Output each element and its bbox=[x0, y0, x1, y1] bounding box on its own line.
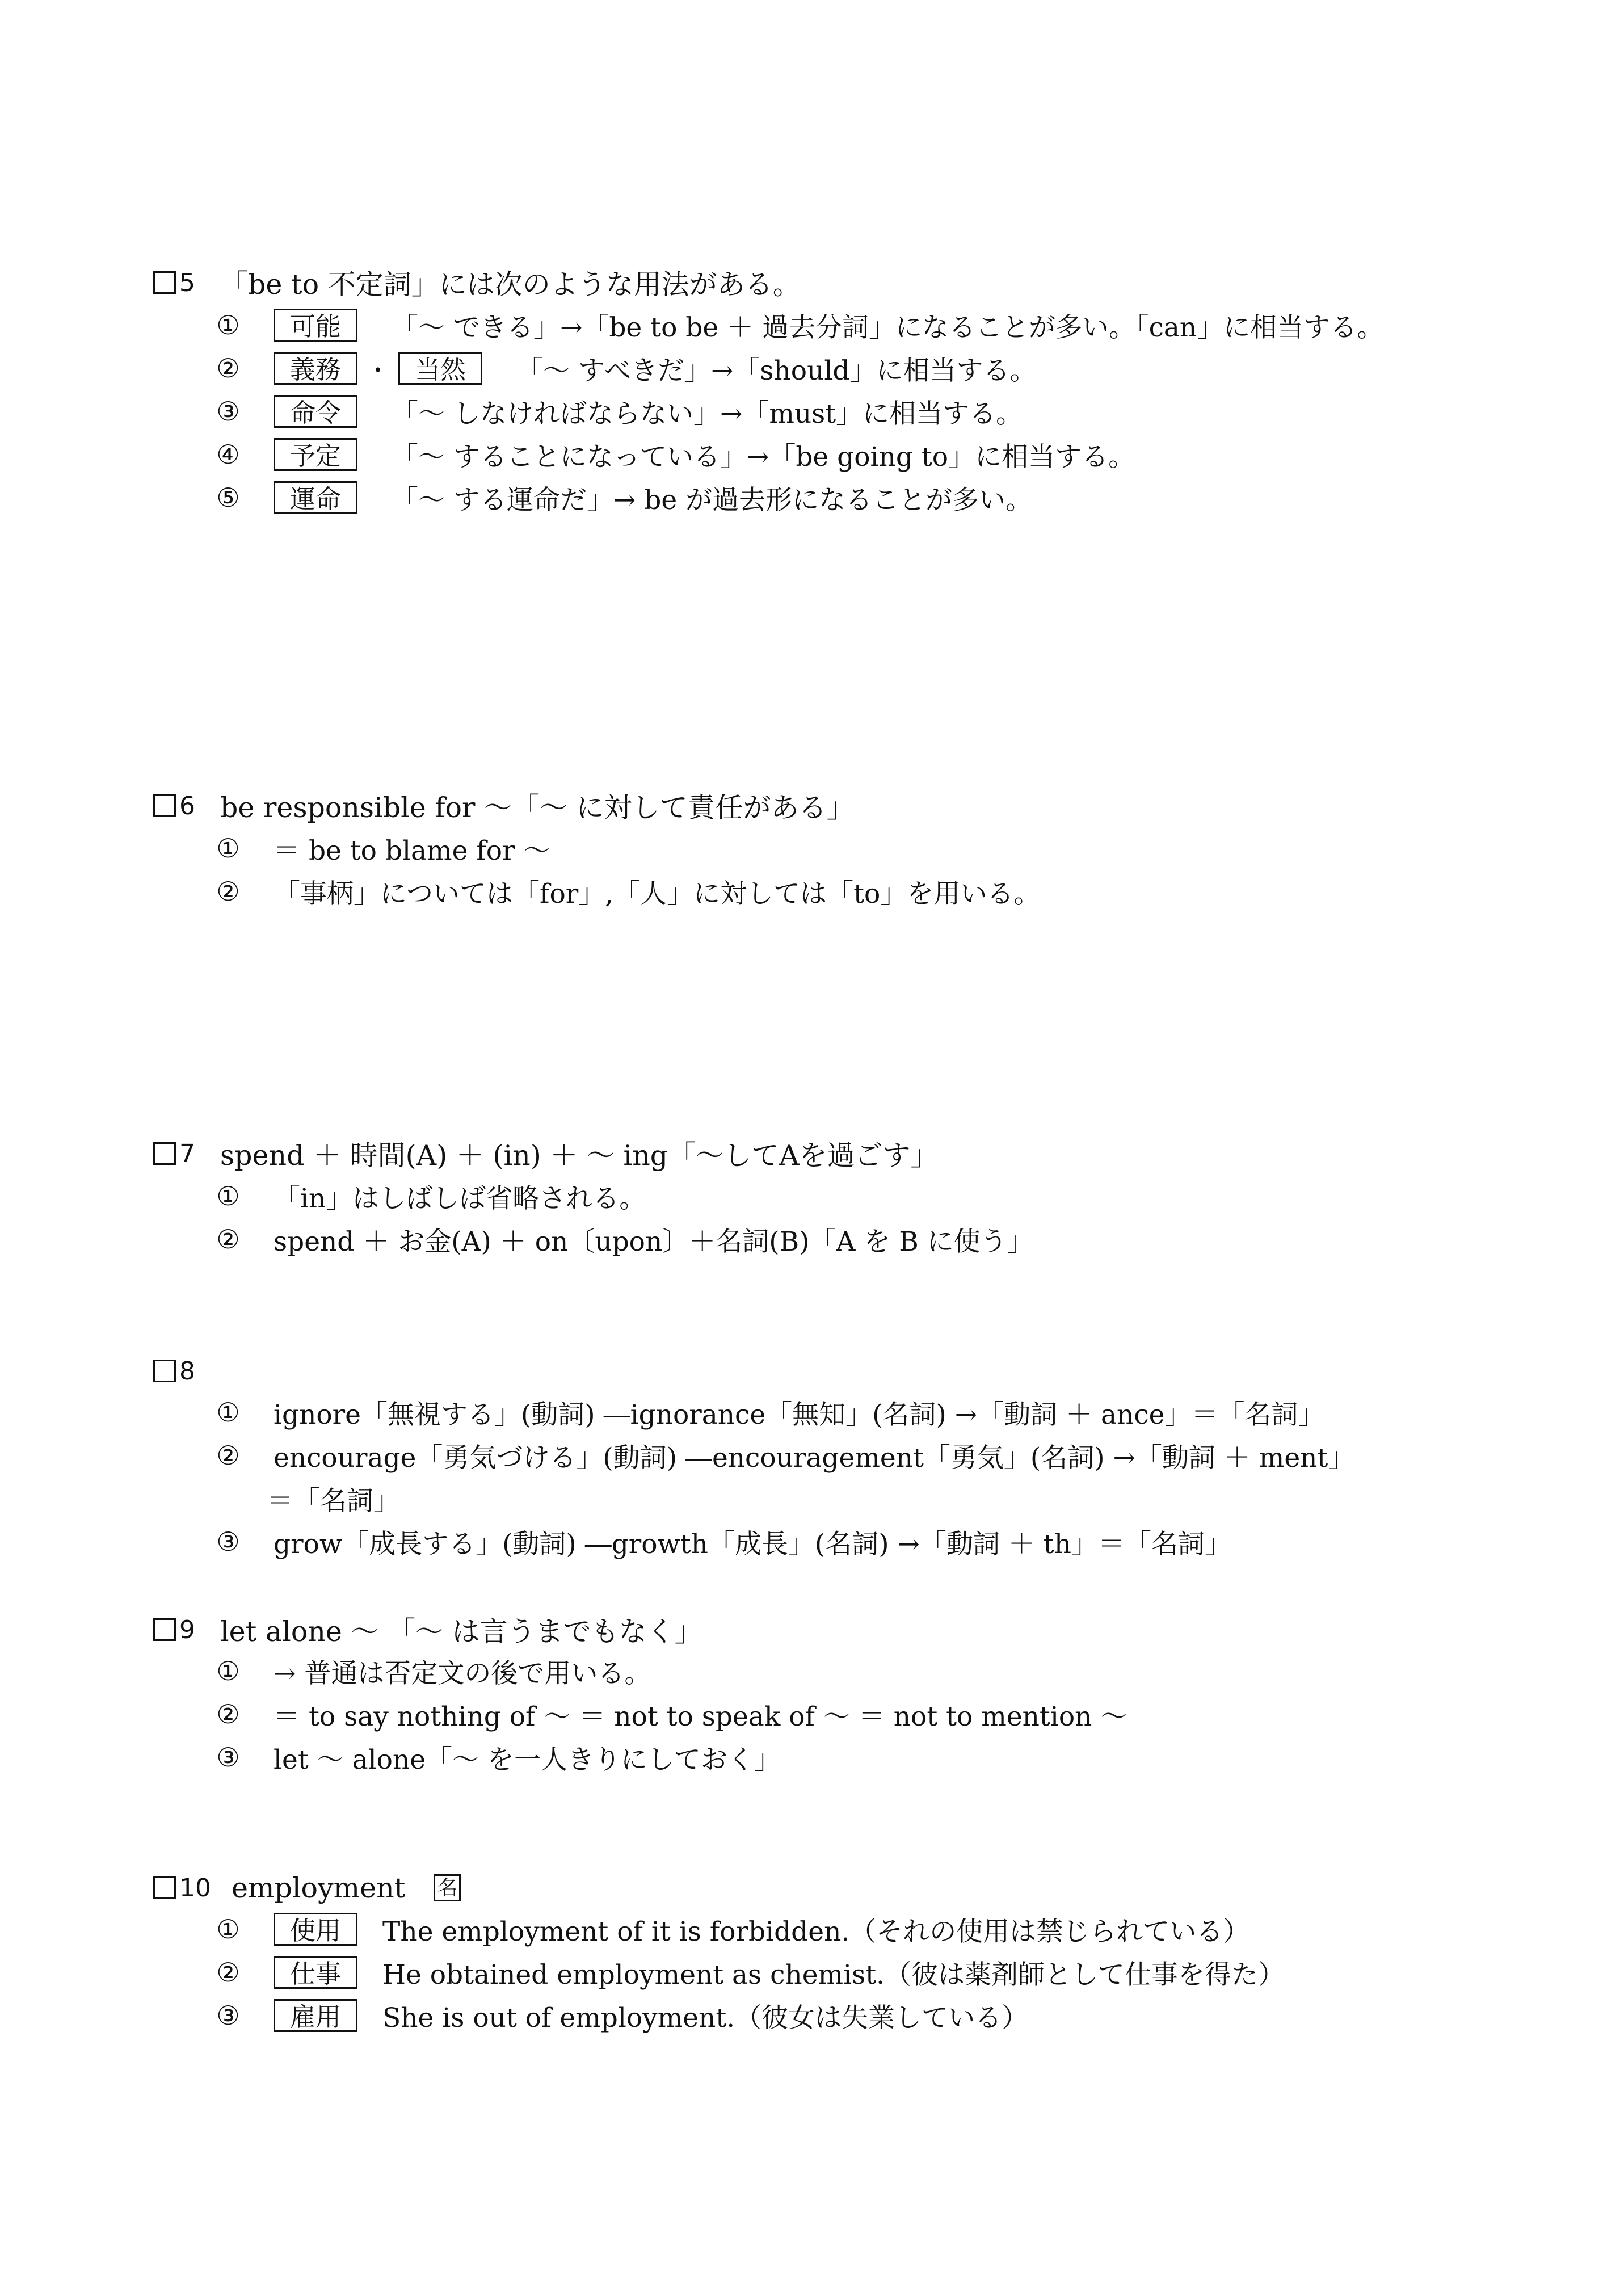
item-marker: ④ bbox=[216, 439, 240, 470]
meaning-label-box: 仕事 bbox=[274, 1956, 357, 1989]
question-number: 7 bbox=[179, 1139, 195, 1168]
list-item bbox=[211, 870, 1040, 912]
question-title: employment bbox=[232, 1871, 406, 1904]
checkbox-icon[interactable] bbox=[153, 794, 176, 817]
question-number: 5 bbox=[179, 268, 195, 297]
item-text: 「～ できる」→「be to be ＋ 過去分詞」になることが多い。「can」に相当する。 bbox=[392, 312, 1384, 343]
list-item bbox=[211, 1391, 1324, 1433]
item-marker: ② bbox=[216, 1440, 240, 1471]
item-marker: ① bbox=[216, 1181, 240, 1211]
meaning-label-box: 使用 bbox=[274, 1913, 357, 1946]
item-text: 「～ することになっている」→「be going to」に相当する。 bbox=[392, 441, 1135, 473]
list-item bbox=[211, 390, 1023, 432]
checkbox-icon[interactable] bbox=[153, 1142, 176, 1165]
list-item bbox=[211, 1218, 1034, 1260]
separator-dot: ・ bbox=[365, 356, 391, 385]
item-text: 「～ すべきだ」→「should」に相当する。 bbox=[516, 355, 1037, 386]
question-title: let alone ～ 「～ は言うまでもなく」 bbox=[220, 1615, 702, 1648]
list-item bbox=[211, 1650, 651, 1692]
item-text: He obtained employment as chemist.（彼は薬剤師として仕事を得た） bbox=[382, 1959, 1285, 1991]
list-item bbox=[211, 827, 550, 869]
part-of-speech-badge: 名 bbox=[434, 1874, 461, 1901]
list-item bbox=[211, 434, 1135, 476]
question-5-heading bbox=[153, 260, 801, 305]
usage-label-box: 予定 bbox=[274, 438, 357, 471]
question-number: 6 bbox=[179, 791, 195, 820]
list-item bbox=[211, 1434, 1354, 1476]
item-text: 「～ する運命だ」→ be が過去形になることが多い。 bbox=[392, 484, 1033, 516]
list-item bbox=[211, 1693, 1127, 1735]
item-marker: ② bbox=[216, 876, 240, 907]
item-text: ＝ to say nothing of ～ ＝ not to speak of ～ ＝ not to mention ～ bbox=[274, 1701, 1127, 1732]
item-marker: ② bbox=[216, 353, 240, 384]
item-text: spend ＋ お金(A) ＋ on〔upon〕＋名詞(B)「A を B に使う」 bbox=[274, 1226, 1034, 1257]
item-text: 「in」はしばしば省略される。 bbox=[274, 1183, 646, 1214]
meaning-label-box: 雇用 bbox=[274, 1999, 357, 2032]
list-item bbox=[211, 477, 1032, 519]
usage-label-box: 命令 bbox=[274, 395, 357, 428]
question-9-heading bbox=[153, 1607, 702, 1652]
item-text: ignore「無視する」(動詞) ―ignorance「無知」(名詞) →「動詞 ＋ ance」＝「名詞」 bbox=[274, 1399, 1325, 1430]
question-10-heading bbox=[153, 1865, 461, 1911]
question-number: 10 bbox=[179, 1873, 211, 1903]
item-marker: ① bbox=[216, 310, 240, 340]
item-text: The employment of it is forbidden.（それの使用は禁じられている） bbox=[382, 1916, 1250, 1947]
question-title: spend ＋ 時間(A) ＋ (in) ＋ ～ ing「～してAを過ごす」 bbox=[220, 1139, 939, 1172]
usage-label-box: 当然 bbox=[398, 352, 482, 385]
item-marker: ⑤ bbox=[216, 482, 240, 513]
item-marker: ② bbox=[216, 1224, 240, 1255]
item-marker: ① bbox=[216, 1397, 240, 1428]
item-text: → 普通は否定文の後で用いる。 bbox=[274, 1657, 651, 1689]
usage-label-box: 義務 bbox=[274, 352, 357, 385]
question-number: 8 bbox=[179, 1356, 195, 1386]
item-marker: ① bbox=[216, 1656, 240, 1686]
list-item bbox=[211, 304, 1383, 346]
question-title: be responsible for ～「～ に対して責任がある」 bbox=[220, 792, 855, 824]
question-6-heading bbox=[153, 783, 855, 828]
list-item bbox=[211, 347, 1037, 389]
list-item bbox=[211, 1951, 1285, 1993]
list-item bbox=[211, 1995, 1028, 2036]
checkbox-icon[interactable] bbox=[153, 1360, 176, 1382]
item-marker: ③ bbox=[216, 396, 240, 427]
item-marker: ③ bbox=[216, 1742, 240, 1773]
usage-label-box: 可能 bbox=[274, 309, 357, 342]
item-text: encourage「勇気づける」(動詞) ―encouragement「勇気」(名詞) →「動詞 ＋ ment」 bbox=[274, 1442, 1355, 1474]
checkbox-icon[interactable] bbox=[153, 1618, 176, 1641]
item-text: 「～ しなければならない」→「must」に相当する。 bbox=[392, 398, 1023, 430]
item-text: ＝ be to blame for ～ bbox=[274, 835, 550, 866]
question-title: 「be to 不定詞」には次のような用法がある。 bbox=[220, 268, 801, 301]
item-text: She is out of employment.（彼女は失業している） bbox=[382, 2002, 1029, 2034]
item-marker: ③ bbox=[216, 2000, 240, 2031]
list-item-continuation: ＝「名詞」 bbox=[267, 1485, 400, 1517]
checkbox-icon[interactable] bbox=[153, 271, 176, 294]
item-text: let ～ alone「～ を一人きりにしておく」 bbox=[274, 1744, 781, 1775]
checkbox-icon[interactable] bbox=[153, 1876, 176, 1899]
item-marker: ② bbox=[216, 1957, 240, 1988]
list-item bbox=[211, 1908, 1249, 1950]
item-text: 「事柄」については「for」,「人」に対しては「to」を用いる。 bbox=[274, 878, 1041, 910]
item-marker: ① bbox=[216, 833, 240, 864]
list-item bbox=[211, 1736, 781, 1778]
item-marker: ③ bbox=[216, 1526, 240, 1557]
list-item bbox=[211, 1521, 1231, 1563]
item-marker: ① bbox=[216, 1914, 240, 1945]
question-8-heading bbox=[153, 1348, 220, 1394]
item-marker: ② bbox=[216, 1699, 240, 1730]
item-text: grow「成長する」(動詞) ―growth「成長」(名詞) →「動詞 ＋ th」＝「名詞」 bbox=[274, 1528, 1231, 1560]
usage-label-box: 運命 bbox=[274, 481, 357, 514]
question-7-heading bbox=[153, 1131, 939, 1176]
list-item bbox=[211, 1175, 646, 1217]
question-number: 9 bbox=[179, 1615, 195, 1644]
